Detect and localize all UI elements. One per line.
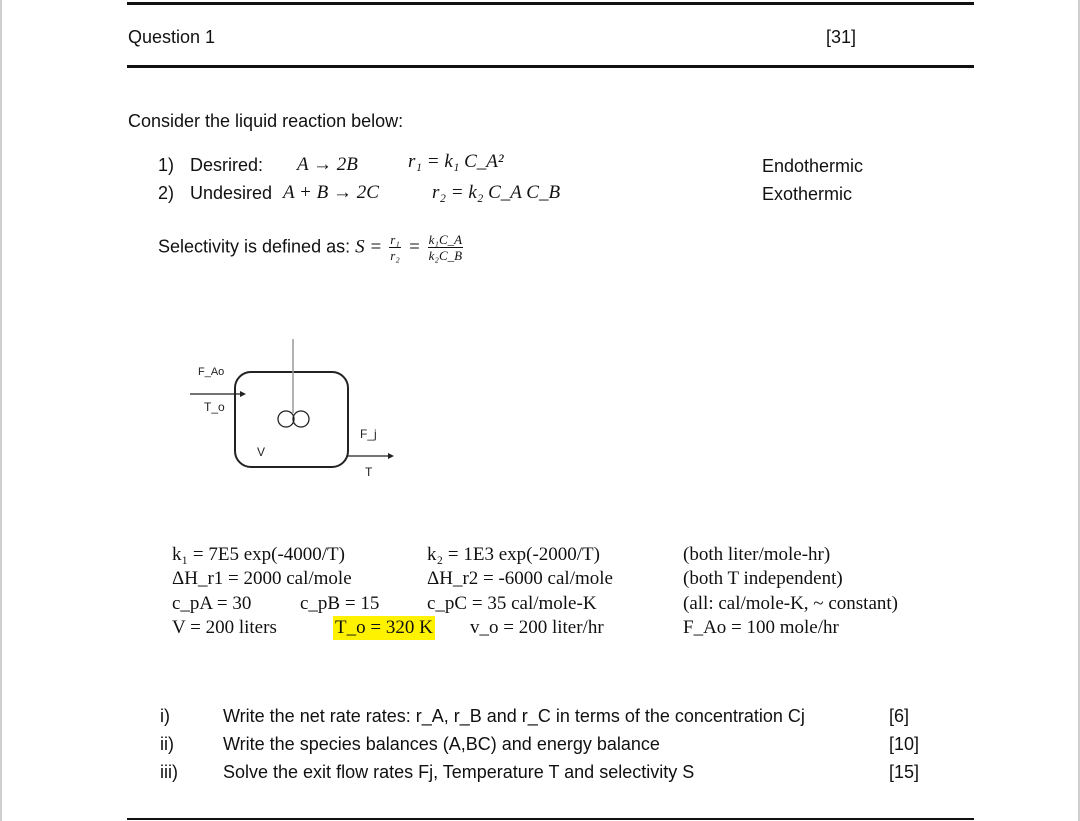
- exit-arrowhead: [388, 453, 394, 459]
- volume-label: V: [257, 445, 266, 459]
- exit-temperature-label: T: [365, 465, 373, 479]
- task-1-points: [6]: [889, 706, 910, 726]
- param-cpA: c_pA = 30: [172, 593, 252, 614]
- bottom-rule: [127, 818, 974, 820]
- param-dHr1: ΔH_r1 = 2000 cal/mole: [172, 568, 352, 589]
- param-dHr2: ΔH_r2 = -6000 cal/mole: [427, 568, 613, 589]
- selectivity-text: Selectivity is defined as:: [158, 236, 351, 257]
- task-1-number: i): [160, 706, 170, 726]
- param-k2: k₂ = 1E3 exp(-2000/T): [427, 544, 600, 565]
- reaction-2-thermo: Exothermic: [762, 184, 853, 204]
- param-volumetric-flow: v_o = 200 liter/hr: [470, 617, 604, 638]
- selectivity-fraction-2: [428, 232, 463, 263]
- reaction-2-number: 2): [158, 183, 175, 203]
- feed-arrowhead: [240, 391, 246, 397]
- selectivity-fraction-1: [389, 232, 401, 263]
- task-2-points: [10]: [889, 734, 920, 754]
- fraction-1-denominator: r₂: [390, 248, 400, 263]
- intro-text: Consider the liquid reaction below:: [128, 111, 404, 131]
- exit-flow-label: F_j: [360, 427, 377, 441]
- impeller-blade-right: [293, 411, 309, 427]
- reaction-1-equation: A → 2B: [297, 154, 358, 175]
- feed-temperature-label: T_o: [204, 400, 225, 414]
- feed-flow-label: F_Ao: [198, 366, 225, 378]
- reaction-2-rate-law: r₂ = k₂ C_A C_B: [432, 182, 561, 203]
- top-rule: [127, 2, 974, 5]
- param-k1: k₁ = 7E5 exp(-4000/T): [172, 544, 345, 565]
- task-3-text: Solve the exit flow rates Fj, Temperature T and selectivity S: [223, 762, 695, 782]
- task-2-text: Write the species balances (A,BC) and energy balance: [223, 734, 660, 754]
- page-edge-left: [0, 0, 2, 821]
- reaction-2-label: Undesired: [190, 183, 273, 203]
- task-3-number: iii): [160, 762, 178, 782]
- reaction-1-rate-law: r₁ = k₁ C_A²: [408, 151, 504, 172]
- question-title: Question 1: [128, 27, 216, 47]
- reaction-1-number: 1): [158, 155, 175, 175]
- param-cpC: c_pC = 35 cal/mole-K: [427, 593, 597, 614]
- selectivity-line: [158, 232, 465, 263]
- reaction-1-label: Desrired:: [190, 155, 264, 175]
- impeller-blade-left: [278, 411, 294, 427]
- param-cp-note: (all: cal/mole-K, ~ constant): [683, 593, 898, 614]
- param-volume: V = 200 liters: [172, 617, 277, 638]
- task-1-text: Write the net rate rates: r_A, r_B and r_C in terms of the concentration Cj: [223, 706, 805, 726]
- fraction-2-numerator: k₁C_A: [428, 232, 463, 247]
- param-feed-temperature: T_o = 320 K: [335, 617, 433, 638]
- param-k-units: (both liter/mole-hr): [683, 544, 831, 565]
- selectivity-lhs: S =: [355, 236, 383, 258]
- fraction-2-denominator: k₂C_B: [428, 248, 463, 263]
- param-feed-flow: F_Ao = 100 mole/hr: [683, 617, 839, 638]
- reactor-vessel: [235, 372, 348, 467]
- param-cpB: c_pB = 15: [300, 593, 380, 614]
- reaction-1-thermo: Endothermic: [762, 156, 864, 176]
- task-2-number: ii): [160, 734, 174, 754]
- cstr-diagram: [180, 335, 420, 485]
- total-marks: [31]: [826, 27, 857, 47]
- reaction-2-equation: A + B → 2C: [283, 182, 379, 203]
- fraction-1-numerator: r₁: [390, 232, 400, 247]
- selectivity-equals: =: [407, 236, 421, 258]
- header-rule: [127, 65, 974, 68]
- task-3-points: [15]: [889, 762, 920, 782]
- param-dH-note: (both T independent): [683, 568, 843, 589]
